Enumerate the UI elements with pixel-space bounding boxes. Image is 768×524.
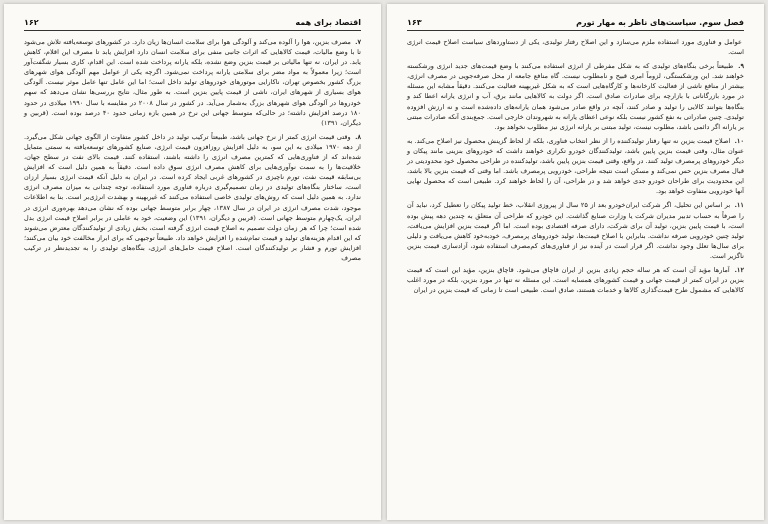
paragraph-number: ۱۲. bbox=[734, 265, 744, 274]
right-page bbox=[387, 4, 764, 520]
paragraph-text: مصرف بنزین، هوا را آلوده می‌کند و آلودگی هوا برای سلامت انسان‌ها زیان دارد. در کشورهای توسعه‌یافته تلاش می‌شود تا با وضع مالیات، قیمت کالاهایی که اثرات جانبی منفی برای سلامت انسان دارد افزایش یابد تا مصرف این اقلام، کاهش یابد. در ایران، نه تنها مالیاتی بر قیمت بنزین وضع نشده، بلکه یارانه پرداخت شده است. این اقدام، کاری بسیار شگفت‌آور است؛ زیرا معمولاً به مواد مضر برای سلامتی یارانه پرداخت نمی‌شود. اگرچه یکی از عوامل مهم آلودگی هوای شهرهای بزرگ کشور بخصوص تهران، ناکارایی موتورهای خودروهای تولید داخل است؛ اما این عامل تنها عامل موثر نیست. آلودگی هوای بسیاری از شهرهای ایران، ناشی از قیمت پایین بنزین است. به طور مثال، نتایج بررسی‌ها نشان می‌دهد که سهم خودروها در آلودگی هوای شهرهای بزرگ به‌شمار می‌آید. در کشور در سال ۲۰۰۸ در مقایسه با سال ۱۹۹۰ میلادی در حدود ۱۸۰ درصد افزایش داشته؛ در حالی‌که متوسط جهانی این نرخ در همین بازه زمانی حدود ۴۰ درصد بوده است. (قربین و دیگران، ۱۳۹۱) bbox=[24, 38, 361, 127]
paragraph bbox=[24, 132, 361, 263]
paragraph bbox=[407, 200, 744, 261]
right-running-head bbox=[407, 18, 744, 31]
paragraph-number: ۹. bbox=[738, 62, 744, 71]
paragraph-text: آمارها مؤید آن است که هر ساله حجم زیادی بنزین از ایران قاچاق می‌شود. قاچاق بنزین، مؤید این است که قیمت بنزین در ایران کمتر از قیمت جهانی و قیمت کشورهای همسایه است. این مسئله نه تنها در مورد بنزین، بلکه در مورد اغلب کالاهایی که مشمول طرح قیمت‌گذاری کالاها و خدمات هستند، صادق است. طبیعی است تا زمانی که قیمت بنزین در ایران bbox=[407, 265, 744, 295]
left-running-head bbox=[24, 18, 361, 31]
paragraph-text: طبیعتاً برخی بنگاه‌های تولیدی که به شکل مفرطی از انرژی استفاده می‌کنند با وضع قیمت‌های جدید انرژی ورشکسته خواهند شد. این ورشکستگی، لزوماً امری قبیح و نامطلوب نیست. گاه منافع جامعه از محل صرفه‌جویی در مصرف انرژی، بیشتر از منافع ناشی از فعالیت کارخانه‌ها و کارگاه‌هایی است که به شکل غیربهینه فعالیت می‌کنند. دقیقاً مشابه این مسئله در مورد بازرگانانی با بازارچه برای صادرات صادق است. اگر دولت به کالاهایی مانند برق، آب و انرژی یارانه اعطا کند و بنگاه‌ها بتوانند کالایی را تولید و صادر کنند، آنچه در واقع صادر می‌شود همان یارانه‌های داده‌شده است و نه ارزش افزوده تولیدی. چنین صادراتی به نفع کشور نیست بلکه نوعی اعطای یارانه به شهروندان خارجی است. جمع‌بندی آنکه صادرات مبتنی بر یارانه اگر دائمی باشد، مطلوب نیست، تولید مبتنی بر یارانه انرژی نیز مطلوب نخواهد بود. bbox=[407, 62, 744, 131]
paragraph bbox=[407, 61, 744, 132]
paragraph-text: عوامل و فناوری مورد استفاده ملزم می‌سازد و این اصلاح رفتار تولیدی، یکی از دستاوردهای سیاست اصلاح قیمت انرژی است. bbox=[407, 38, 744, 57]
paragraph-number: ۱۰. bbox=[734, 136, 744, 145]
paragraph bbox=[407, 136, 744, 197]
paragraph-number: ۱۱. bbox=[734, 201, 744, 210]
left-header-title: اقتصاد برای همه bbox=[295, 18, 361, 27]
paragraph bbox=[407, 37, 744, 57]
paragraph bbox=[24, 37, 361, 128]
paragraph bbox=[407, 265, 744, 295]
left-page bbox=[4, 4, 381, 520]
paragraph-text: وقتی قیمت انرژی کمتر از نرخ جهانی باشد، طبیعتاً ترکیب تولید در داخل کشور متفاوت از الگوی جهانی شکل می‌گیرد. از دهه ۱۹۷۰ میلادی به این سو، به دلیل افزایش روزافزون قیمت انرژی، صنایع کشورهای توسعه‌یافته به سمتی متمایل شده‌اند که از فناوری‌هایی که کمترین مصرف انرژی را داشته باشند، استفاده کنند. قیمت بالای نفت در سطح جهان، خلاقیت‌ها را به سمت نوآوری‌هایی برای کاهش مصرف انرژی سوق داده است. دقیقاً به همین دلیل است که افزایش بی‌سابقه قیمت نفت، تورم ناچیزی در کشورهای غربی ایجاد کرده است. در ایران به دلیل آنکه قیمت انرژی بسیار ارزان است، ساختار بنگاه‌های تولیدی در زمان تصمیم‌گیری درباره فناوری مورد استفاده، توجه چندانی به میزان مصرف انرژی ندارد. به همین دلیل است که روش‌های تولیدی خاصی استفاده می‌کنند که غیربهینه و بهشدت انرژی‌بر است. بنا به اطلاعات موجود، شدت مصرف انرژی در ایران در سال ۱۳۸۷، چهار برابر متوسط جهانی بوده که نشان می‌دهد بهره‌وری انرژی در ایران، یک‌چهارم متوسط جهانی است. (قربین و دیگران، ۱۳۹۱) این وضعیت، خود به عاملی در برابر اصلاح قیمت انرژی بدل شده است؛ چرا که هر زمان دولت تصمیم به اصلاح قیمت انرژی گرفته است، بخش زیادی از تولیدکنندگان معترض می‌شوند که این اقدام هزینه‌های تولید و قیمت تمام‌شده را افزایش خواهد داد. طبیعتاً توجیهی که برای ابراز مخالفت خود بیان می‌کنند؛ افزایش تورم و فشار بر تولیدکنندگان است. اصلاح قیمت حامل‌های انرژی، بنگاه‌های تولیدی را به تجدیدنظر در ترکیب مصرف bbox=[24, 132, 361, 262]
paragraph-number: ۷. bbox=[355, 38, 361, 46]
paragraph-number: ۸. bbox=[355, 132, 361, 141]
paragraph-text: اصلاح قیمت بنزین نه تنها رفتار تولیدکننده را از نظر انتخاب فناوری، بلکه از لحاظ گزینش محصول نیز اصلاح می‌کند. به عنوان مثال، وقتی قیمت بنزین پایین باشد، تولیدکنندگان خودرو تکراری خواهند داشت که خودروهای بنزینی مانند پیکان و دیگر خودروهای پرمصرف تولید کنند. در واقع، وقتی قیمت بنزین پایین باشد، تولیدکننده در طراحی محصول خود محدودیتی در قبال مصرف بنزین حس نمی‌کند و مسکن است نتیجه طراحی، خودرویی پرمصرف باشد. اما وقتی که قیمت بنزین بالا باشد، این محدودیت برای طراحان خودرو جدی خواهد شد و در طراحی، آن را لحاظ خواهند کرد. طبیعی است که محصول نهایی آنها خودرویی متفاوت خواهد بود. bbox=[406, 136, 744, 196]
paragraph-text: بر اساس این تحلیل، اگر شرکت ایران‌خودرو بعد از ۲۵ سال از پیروزی انقلاب، خط تولید پیکان را تعطیل کرد، نباید آن را صرفاً به حساب تدبیر مدیران شرکت یا وزارت صنایع گذاشت. این خودرو که طراحی آن متعلق به چندین دهه پیش بوده است، با قیمت پایین بنزین، تولید آن برای شرکت، دارای صرفه اقتصادی بوده است. اما اگر قیمت بنزین افزایش می‌یافت، تولید چنین خودرویی صرفه نداشت. بنابراین با اصلاح قیمت‌ها، تولید خودروهای پرمصرف، خودبه‌خود کاهش می‌یافت و دلیلی برای سال‌ها تعلل وجود نداشت. اگر قرار است در آینده نیز از فناوری‌های کم‌مصرف استفاده شود، آزادسازی قیمت بنزین ناگزیر است. bbox=[407, 201, 744, 260]
right-header-title: فصل سوم. سیاست‌های ناظر به مهار تورم bbox=[576, 18, 744, 27]
right-page-number: ۱۶۳ bbox=[407, 18, 422, 27]
left-page-number: ۱۶۲ bbox=[24, 18, 39, 27]
